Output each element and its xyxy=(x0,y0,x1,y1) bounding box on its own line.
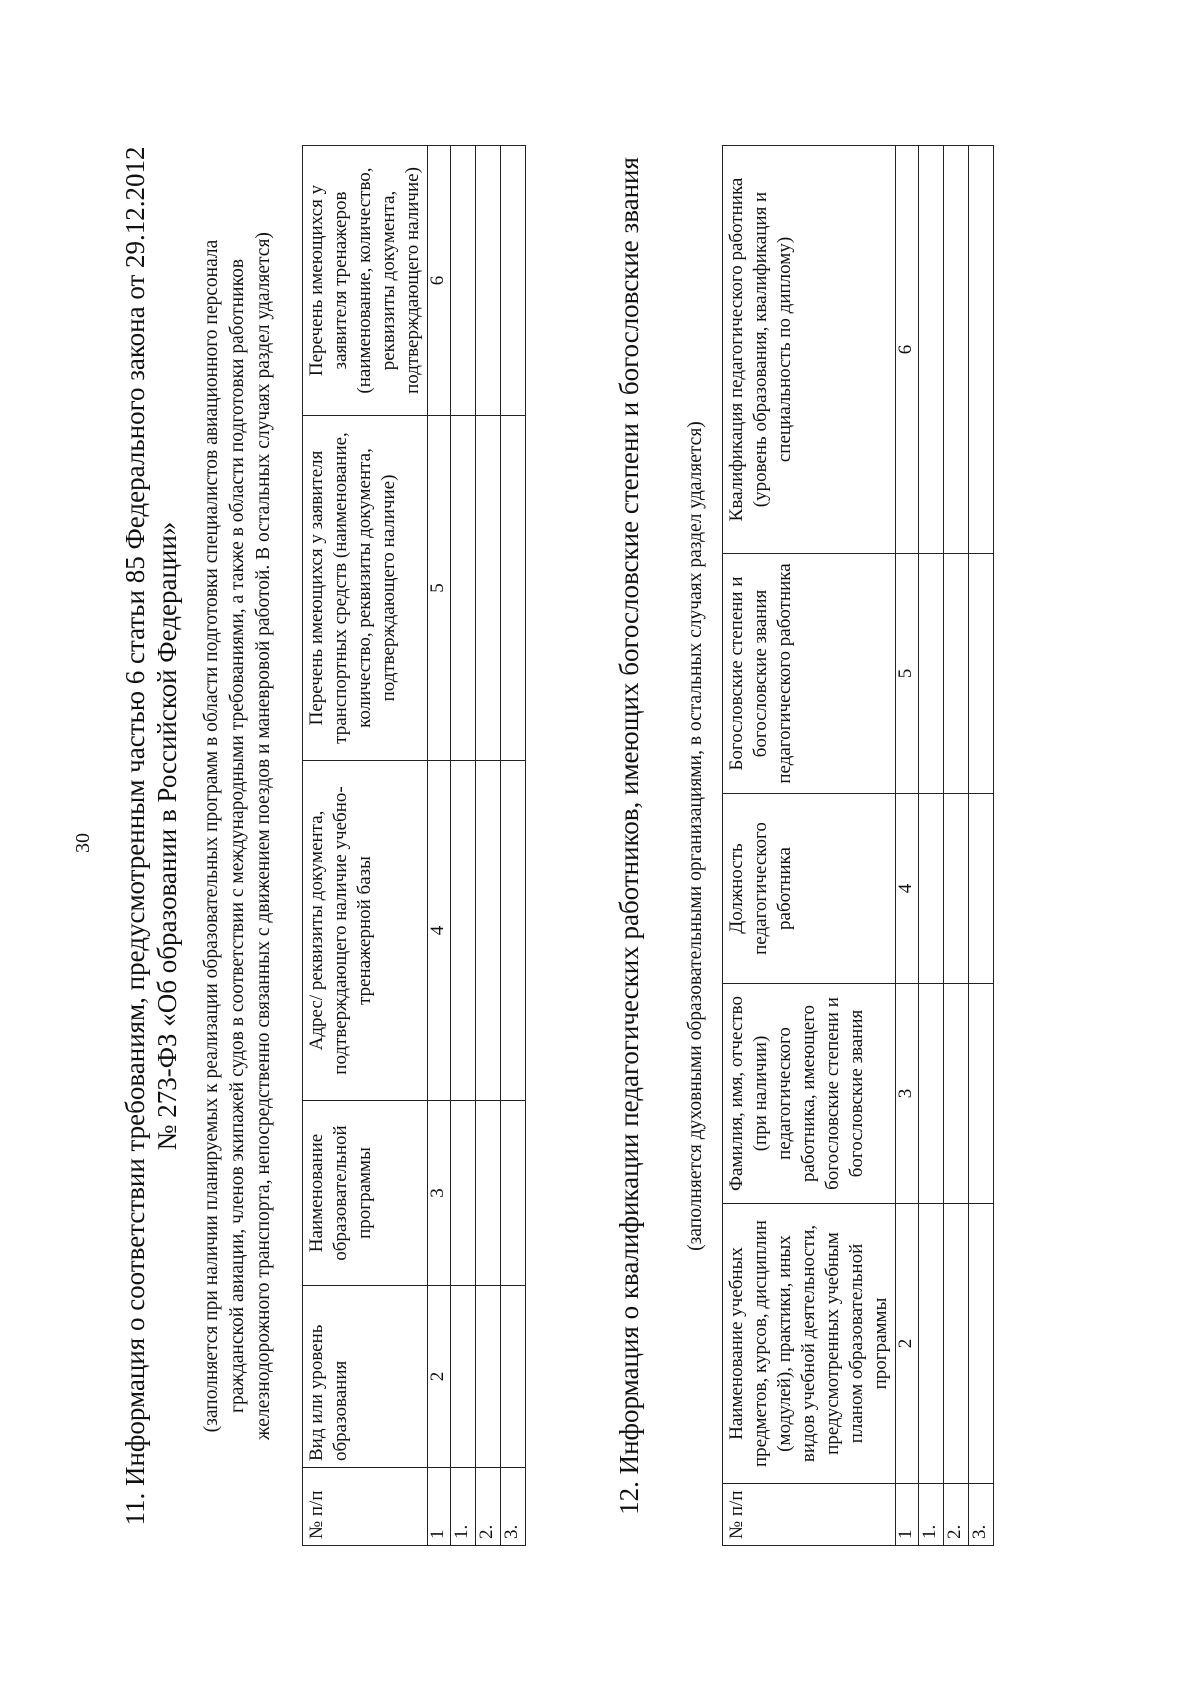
section-11-note-line-3: железнодорожного транспорта, непосредственно связанных с движением поездов и маневровой работой. В остальных случаях раздел удаляется) xyxy=(253,232,274,1440)
table-row xyxy=(969,146,994,1546)
row-number: 2. xyxy=(944,1484,969,1546)
table-row xyxy=(501,146,526,1546)
empty-cell[interactable] xyxy=(944,794,969,984)
header-cell: Наименование образовательной программы xyxy=(303,1101,428,1286)
row-number: 2. xyxy=(476,1468,501,1546)
header-cell: Перечень имеющихся у заявителя транспортных средств (наименование, количество, реквизиты документа, подтверждающего наличие) xyxy=(303,416,428,761)
header-cell: № п/п xyxy=(303,1468,428,1546)
empty-cell[interactable] xyxy=(919,146,944,554)
empty-cell[interactable] xyxy=(501,1286,526,1468)
empty-cell[interactable] xyxy=(969,146,994,554)
header-cell: Перечень имеющихся у заявителя тренажеров (наименование, количество, реквизиты документа, подтверждающего наличие) xyxy=(303,146,428,416)
table-row xyxy=(944,146,969,1546)
empty-cell[interactable] xyxy=(919,984,944,1204)
table-row xyxy=(476,146,501,1546)
section-12-note: (заполняется духовными образовательными организациями, в остальных случаях раздел удаляется) xyxy=(685,421,706,1251)
section-11-note-line-2: гражданской авиации, членов экипажей судов в соответствии с международными требованиями, а также в области подготовки работников xyxy=(227,258,248,1414)
header-cell: Вид или уровень образования xyxy=(303,1286,428,1468)
section-12-table xyxy=(722,145,994,1546)
empty-cell[interactable] xyxy=(969,984,994,1204)
header-cell: № п/п xyxy=(723,1484,896,1546)
column-number-row xyxy=(896,146,919,1546)
empty-cell[interactable] xyxy=(919,1204,944,1484)
empty-cell[interactable] xyxy=(451,146,476,416)
empty-cell[interactable] xyxy=(944,1204,969,1484)
empty-cell[interactable] xyxy=(476,761,501,1101)
empty-cell[interactable] xyxy=(969,554,994,794)
column-number: 3 xyxy=(428,1101,451,1286)
empty-cell[interactable] xyxy=(919,794,944,984)
empty-cell[interactable] xyxy=(451,1286,476,1468)
empty-cell[interactable] xyxy=(476,1286,501,1468)
empty-cell[interactable] xyxy=(451,761,476,1101)
table-header-row xyxy=(303,146,428,1546)
empty-cell[interactable] xyxy=(476,146,501,416)
empty-cell[interactable] xyxy=(501,1101,526,1286)
column-number: 5 xyxy=(896,554,919,794)
empty-cell[interactable] xyxy=(476,1101,501,1286)
empty-cell[interactable] xyxy=(969,1204,994,1484)
empty-cell[interactable] xyxy=(944,554,969,794)
empty-cell[interactable] xyxy=(501,416,526,761)
row-number: 1. xyxy=(919,1484,944,1546)
column-number: 5 xyxy=(428,416,451,761)
header-cell: Квалификация педагогического работника (уровень образования, квалификация и специальность по диплому) xyxy=(723,146,896,554)
section-11-note-line-1: (заполняется при наличии планируемых к реализации образовательных программ в области подготовки специалистов авиационного персонала xyxy=(201,239,222,1433)
header-cell: Должность педагогического работника xyxy=(723,794,896,984)
empty-cell[interactable] xyxy=(969,794,994,984)
empty-cell[interactable] xyxy=(476,416,501,761)
table-header-row xyxy=(723,146,896,1546)
header-cell: Адрес/ реквизиты документа, подтверждающего наличие учебно-тренажерной базы xyxy=(303,761,428,1101)
header-cell: Фамилия, имя, отчество (при наличии) педагогического работника, имеющего богословские степени и богословские звания xyxy=(723,984,896,1204)
column-number: 4 xyxy=(428,761,451,1101)
section-11-title-line-1: 11. Информация о соответствии требованиям, предусмотренным частью 6 статьи 85 Федерального закона от 29.12.2012 xyxy=(120,146,150,1526)
column-number: 6 xyxy=(428,146,451,416)
page-number: 30 xyxy=(72,833,94,853)
table-row xyxy=(451,146,476,1546)
section-12-title: 12. Информация о квалификации педагогических работников, имеющих богословские степени и богословские звания xyxy=(614,157,644,1515)
section-11-table xyxy=(302,145,526,1546)
row-number: 3. xyxy=(969,1484,994,1546)
column-number: 1 xyxy=(896,1484,919,1546)
empty-cell[interactable] xyxy=(919,554,944,794)
empty-cell[interactable] xyxy=(451,416,476,761)
column-number: 6 xyxy=(896,146,919,554)
empty-cell[interactable] xyxy=(451,1101,476,1286)
column-number: 1 xyxy=(428,1468,451,1546)
header-cell: Богословские степени и богословские звания педагогического работника xyxy=(723,554,896,794)
section-11-title-line-2: № 273-ФЗ «Об образовании в Российской Федерации» xyxy=(152,521,182,1151)
row-number: 3. xyxy=(501,1468,526,1546)
row-number: 1. xyxy=(451,1468,476,1546)
empty-cell[interactable] xyxy=(944,984,969,1204)
empty-cell[interactable] xyxy=(944,146,969,554)
empty-cell[interactable] xyxy=(501,761,526,1101)
column-number: 2 xyxy=(428,1286,451,1468)
column-number: 3 xyxy=(896,984,919,1204)
column-number-row xyxy=(428,146,451,1546)
empty-cell[interactable] xyxy=(501,146,526,416)
table-row xyxy=(919,146,944,1546)
column-number: 4 xyxy=(896,794,919,984)
column-number: 2 xyxy=(896,1204,919,1484)
header-cell: Наименование учебных предметов, курсов, дисциплин (модулей), практики, иных видов учебной деятельности, предусмотренных учебным планом образовательной программы xyxy=(723,1204,896,1484)
